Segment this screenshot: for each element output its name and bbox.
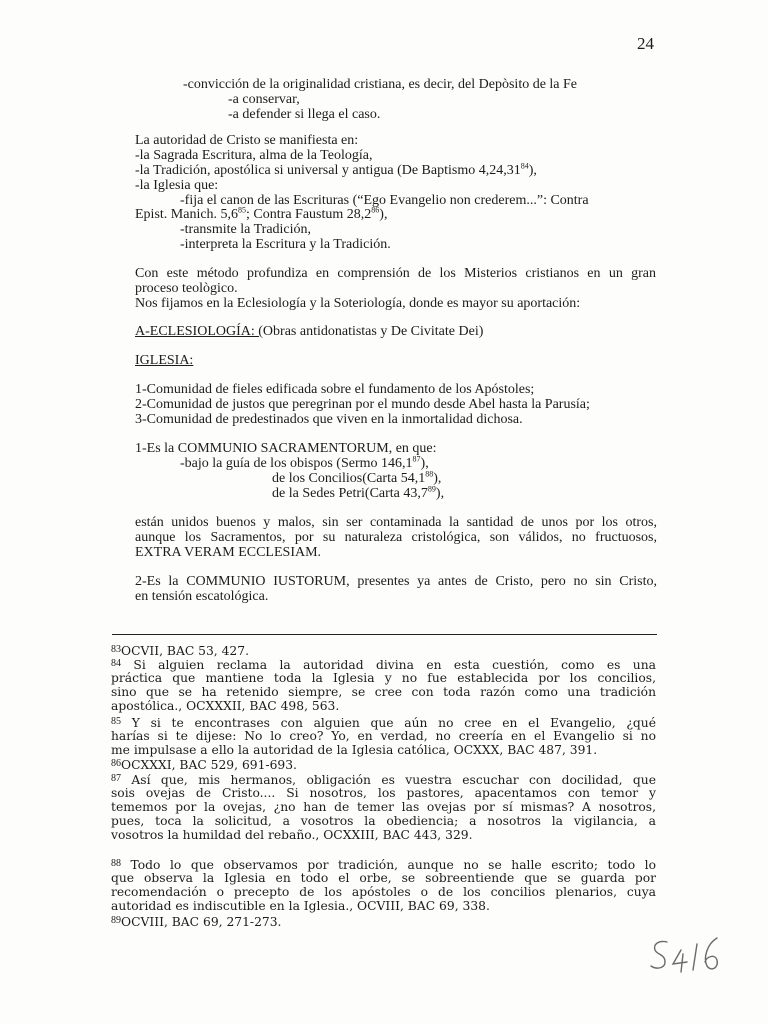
- footnote-85-line-3: me impulsase a ello la autoridad de la Iglesia católica, OCXXX, BAC 487, 391.: [111, 743, 598, 757]
- footnote-ref-87: 87: [412, 454, 421, 464]
- metodo-line-3: Nos fijamos en la Eclesiología y la Soteriología, donde es mayor su aportación:: [135, 296, 581, 311]
- footnote-85-line-2: harías si te dijese: No lo creo? Yo, en verdad, no creería en el Evangelio si no: [111, 729, 656, 743]
- footnote-ref-85: 85: [238, 205, 247, 215]
- footnote-88-line-4: autoridad es indiscutible en la Iglesia., OCVIII, BAC 69, 338.: [111, 899, 490, 913]
- metodo-line-1: Con este método profundiza en comprensión de los Misterios cristianos en un gran: [135, 266, 656, 281]
- autoridad-line-4: -fija el canon de las Escrituras (“Ego Evangelio non crederem...”: Contra: [180, 193, 589, 208]
- footnote-89: $^{89}$OCVIII, BAC 69, 271-273.: [111, 915, 282, 929]
- communio1-line-6: aunque los Sacramentos, por su naturaleza cristológica, son válidos, no fructuosos,: [135, 530, 657, 545]
- autoridad-line-3: -la Iglesia que:: [135, 178, 219, 193]
- footnote-88: $^{88}$ Todo lo que observamos por tradición, aunque no se halle escrito; todo lo: [111, 858, 656, 872]
- iglesia-line-1: 1-Comunidad de fieles edificada sobre el fundamento de los Apóstoles;: [135, 382, 535, 397]
- footnote-84-line-2: práctica que mantiene toda la Iglesia y no fue establecida por los concilios,: [111, 671, 656, 685]
- metodo-line-2: proceso teològico.: [135, 281, 238, 296]
- footnote-88-line-3: recomendación o precepto de los apóstoles o de los concilios plenarios, cuya: [111, 885, 656, 899]
- footnote-88-line-2: que observa la Iglesia en todo el orbe, se sobreentiende que se guarda por: [111, 871, 656, 885]
- communio1-line-2: -bajo la guía de los obispos (Sermo 146,1$^{87}$),: [180, 454, 429, 471]
- intro-line-3: -a defender si llega el caso.: [228, 107, 381, 122]
- communio2-line-2: en tensión escatológica.: [135, 589, 269, 604]
- page-number: 24: [637, 34, 654, 53]
- footnote-ref-84: 84: [520, 161, 529, 171]
- footnote-86: $^{86}$OCXXXI, BAC 529, 691-693.: [111, 758, 297, 772]
- autoridad-heading: La autoridad de Cristo se manifiesta en:: [135, 133, 359, 148]
- intro-line-1: -convicción de la originalidad cristiana, es decir, del Depòsito de la Fe: [183, 77, 578, 92]
- footnote-ref-89: 89: [427, 484, 436, 494]
- autoridad-line-7: -interpreta la Escritura y la Tradición.: [180, 237, 391, 252]
- iglesia-heading: IGLESIA:: [135, 353, 194, 368]
- autoridad-line-6: -transmite la Tradición,: [180, 222, 312, 237]
- footnote-87-line-5: vosotros la humildad del rebaño., OCXXIII, BAC 443, 329.: [111, 828, 473, 842]
- footnote-87-line-3: tememos por la ovejas, ¿no han de temer las ovejas por sí mismas? A nosotros,: [111, 800, 656, 814]
- footnote-separator: [112, 634, 657, 635]
- eclesiologia-heading: A-ECLESIOLOGÍA: (Obras antidonatistas y De Civitate Dei): [135, 324, 484, 339]
- autoridad-line-5: Epist. Manich. $5,6^{85}$; Contra Faustum 28,2$^{86}$),: [135, 205, 388, 222]
- footnote-87: $^{87}$ Así que, mis hermanos, obligación es vuestra escuchar con docilidad, que: [111, 773, 656, 787]
- footnote-ref-86: 86: [371, 205, 380, 215]
- communio1-line-5: están unidos buenos y malos, sin ser contaminada la santidad de unos por los otros,: [135, 515, 657, 530]
- footnote-84-line-3: sino que se ha retenido siempre, se cree con toda razón como una tradición: [111, 685, 656, 699]
- footnote-87-line-2: sois ovejas de Cristo.... Si nosotros, los pastores, apacentamos con temor y: [111, 786, 656, 800]
- footnote-87-line-4: pues, toca la solicitud, a vosotros la obediencia; a nosotros la vigilancia, a: [111, 814, 656, 828]
- communio1-line-7: EXTRA VERAM ECCLESIAM.: [135, 545, 322, 560]
- footnote-ref-88: 88: [425, 469, 434, 479]
- footnote-84: $^{84}$ Si alguien reclama la autoridad divina en esta cuestión, como es una: [111, 658, 656, 672]
- communio1-line-4: de la Sedes Petri(Carta 43,7$^{89}$),: [272, 484, 445, 501]
- footnote-85: $^{85}$ Y si te encontrases con alguien que aún no cree en el Evangelio, ¿qué: [111, 716, 656, 730]
- footnote-83: $^{83}$OCVII, BAC 53, 427.: [111, 644, 249, 658]
- handwritten-mark: [645, 930, 735, 980]
- footnote-84-line-4: apostólica., OCXXXII, BAC 498, 563.: [111, 699, 340, 713]
- autoridad-line-2: -la Tradición, apostólica si universal y antigua (De Baptismo 4,24,31$^{84}$),: [135, 161, 537, 178]
- communio1-line-3: de los Concilios(Carta 54,1$^{88}$),: [272, 469, 442, 486]
- communio1-line-1: 1-Es la COMMUNIO SACRAMENTORUM, en que:: [135, 441, 437, 456]
- communio2-line-1: 2-Es la COMMUNIO IUSTORUM, presentes ya antes de Cristo, pero no sin Cristo,: [135, 574, 657, 589]
- iglesia-line-2: 2-Comunidad de justos que peregrinan por el mundo desde Abel hasta la Parusía;: [135, 397, 590, 412]
- intro-line-2: -a conservar,: [228, 92, 300, 107]
- iglesia-line-3: 3-Comunidad de predestinados que viven en la inmortalidad dichosa.: [135, 412, 523, 427]
- autoridad-line-1: -la Sagrada Escritura, alma de la Teología,: [135, 148, 373, 163]
